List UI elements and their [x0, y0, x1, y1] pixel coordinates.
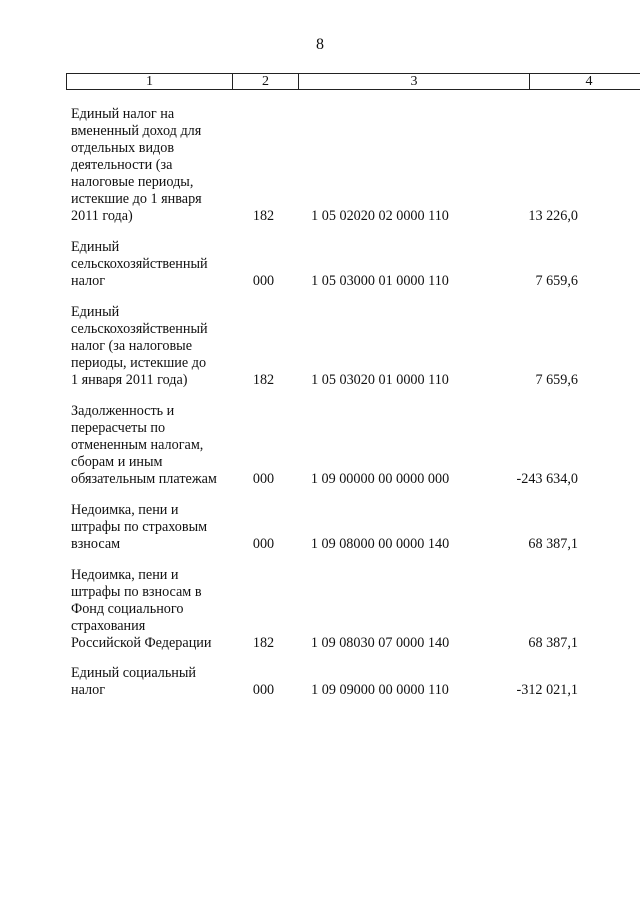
row-amount: 7 659,6	[535, 372, 578, 388]
page-number: 8	[316, 36, 324, 53]
column-header-table	[66, 73, 640, 90]
column-header-1: 1	[67, 74, 233, 90]
column-header-2: 2	[233, 74, 299, 90]
row-name: Задолженность и перерасчеты по отмененным налогам, сборам и иным обязательным платежам	[71, 403, 217, 487]
row-code: 182	[252, 208, 275, 224]
row-amount: 68 387,1	[528, 536, 578, 552]
table-row	[0, 665, 640, 699]
row-code: 182	[252, 372, 275, 388]
table-row	[0, 106, 640, 225]
row-amount: 13 226,0	[528, 208, 578, 224]
row-name: Единый сельскохозяйственный налог	[71, 239, 208, 289]
row-kbk: 1 09 00000 00 0000 000	[310, 471, 450, 487]
row-name: Единый социальный налог	[71, 665, 197, 698]
row-code: 000	[252, 471, 275, 487]
row-code: 000	[252, 682, 275, 698]
column-header-3: 3	[299, 74, 530, 90]
table-row	[0, 567, 640, 652]
row-amount: -243 634,0	[516, 471, 578, 487]
row-name: Недоимка, пени и штрафы по взносам в Фонд социального страхования Российской Федерации	[71, 567, 212, 651]
table-row	[0, 304, 640, 389]
row-code: 000	[252, 536, 275, 552]
row-kbk: 1 09 08000 00 0000 140	[310, 536, 450, 552]
row-code: 182	[252, 635, 275, 651]
row-kbk: 1 09 08030 07 0000 140	[310, 635, 450, 651]
row-kbk: 1 05 03020 01 0000 110	[311, 372, 449, 388]
table-row	[0, 502, 640, 553]
column-header-4: 4	[530, 74, 640, 90]
row-name: Недоимка, пени и штрафы по страховым взносам	[71, 502, 208, 552]
row-name: Единый сельскохозяйственный налог (за налоговые периоды, истекшие до 1 января 2011 года)	[71, 304, 208, 388]
table-row	[0, 239, 640, 290]
row-kbk: 1 09 09000 00 0000 110	[311, 682, 449, 698]
row-amount: 68 387,1	[528, 635, 578, 651]
row-code: 000	[252, 273, 275, 289]
row-name: Единый налог на вмененный доход для отдельных видов деятельности (за налоговые периоды, истекшие до 1 января 2011 года)	[71, 106, 202, 224]
row-amount: -312 021,1	[516, 682, 578, 698]
row-amount: 7 659,6	[535, 273, 578, 289]
row-kbk: 1 05 02020 02 0000 110	[311, 208, 449, 224]
column-header-row	[67, 74, 640, 90]
table-row	[0, 403, 640, 488]
row-kbk: 1 05 03000 01 0000 110	[311, 273, 449, 289]
